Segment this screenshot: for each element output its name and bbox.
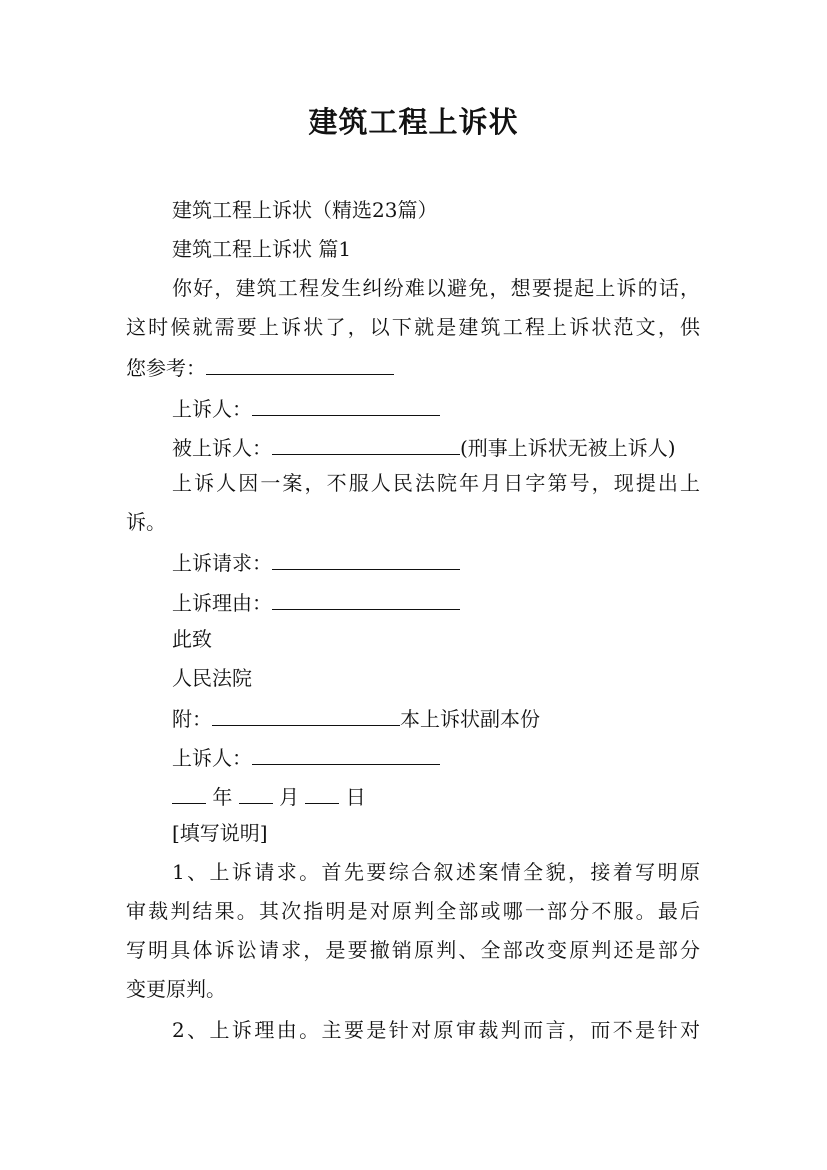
date-day: 日 — [345, 785, 366, 809]
signature-blank[interactable] — [252, 744, 440, 765]
reference-blank[interactable] — [206, 354, 394, 375]
attachment-suffix: 本上诉状副本份 — [400, 707, 540, 731]
claims-blank[interactable] — [272, 549, 460, 570]
date-year: 年 — [212, 785, 233, 809]
reasons-line — [172, 589, 460, 615]
note1-line-4: 变更原判。 — [126, 977, 226, 1001]
attachment-label: 附： — [172, 707, 212, 731]
date-month: 月 — [279, 785, 300, 809]
note1-line-1: 1、上诉请求。首先要综合叙述案情全貌，接着写明原 — [172, 860, 700, 884]
attachment-line — [172, 705, 540, 731]
case-line-2: 诉。 — [126, 510, 166, 534]
appellant-line — [172, 395, 440, 421]
claims-label: 上诉请求： — [172, 551, 272, 575]
note2-line-1: 2、上诉理由。主要是针对原审裁判而言，而不是针对 — [172, 1018, 700, 1042]
court-name: 人民法院 — [172, 666, 252, 690]
respondent-blank[interactable] — [272, 434, 460, 455]
note1-line-2: 审裁判结果。其次指明是对原判全部或哪一部分不服。最后 — [126, 899, 700, 923]
signature-label: 上诉人： — [172, 746, 252, 770]
reasons-blank[interactable] — [272, 589, 460, 610]
respondent-note: (刑事上诉状无被上诉人) — [460, 436, 676, 460]
notes-heading: [填写说明] — [172, 821, 268, 845]
attachment-blank[interactable] — [212, 705, 400, 726]
salutation: 此致 — [172, 627, 212, 651]
date-line — [172, 783, 366, 809]
respondent-label: 被上诉人： — [172, 436, 272, 460]
reasons-label: 上诉理由： — [172, 591, 272, 615]
signature-line — [172, 744, 440, 770]
respondent-line — [172, 434, 676, 460]
note1-line-3: 写明具体诉讼请求，是要撤销原判、全部改变原判还是部分 — [126, 938, 700, 962]
intro-line-1: 你好，建筑工程发生纠纷难以避免，想要提起上诉的话， — [172, 276, 700, 300]
year-blank[interactable] — [172, 783, 206, 804]
intro-line-2: 这时候就需要上诉状了，以下就是建筑工程上诉状范文，供 — [126, 315, 700, 339]
day-blank[interactable] — [305, 783, 339, 804]
month-blank[interactable] — [239, 783, 273, 804]
case-line-1: 上诉人因一案，不服人民法院年月日字第号，现提出上 — [172, 471, 700, 495]
subtitle: 建筑工程上诉状（精选23篇） — [172, 198, 438, 222]
section-heading: 建筑工程上诉状 篇1 — [172, 237, 352, 261]
appellant-label: 上诉人： — [172, 397, 252, 421]
document-title: 建筑工程上诉状 — [308, 105, 519, 139]
intro-line-3-label: 您参考： — [126, 356, 206, 380]
claims-line — [172, 549, 460, 575]
intro-line-3 — [126, 354, 394, 380]
appellant-blank[interactable] — [252, 395, 440, 416]
